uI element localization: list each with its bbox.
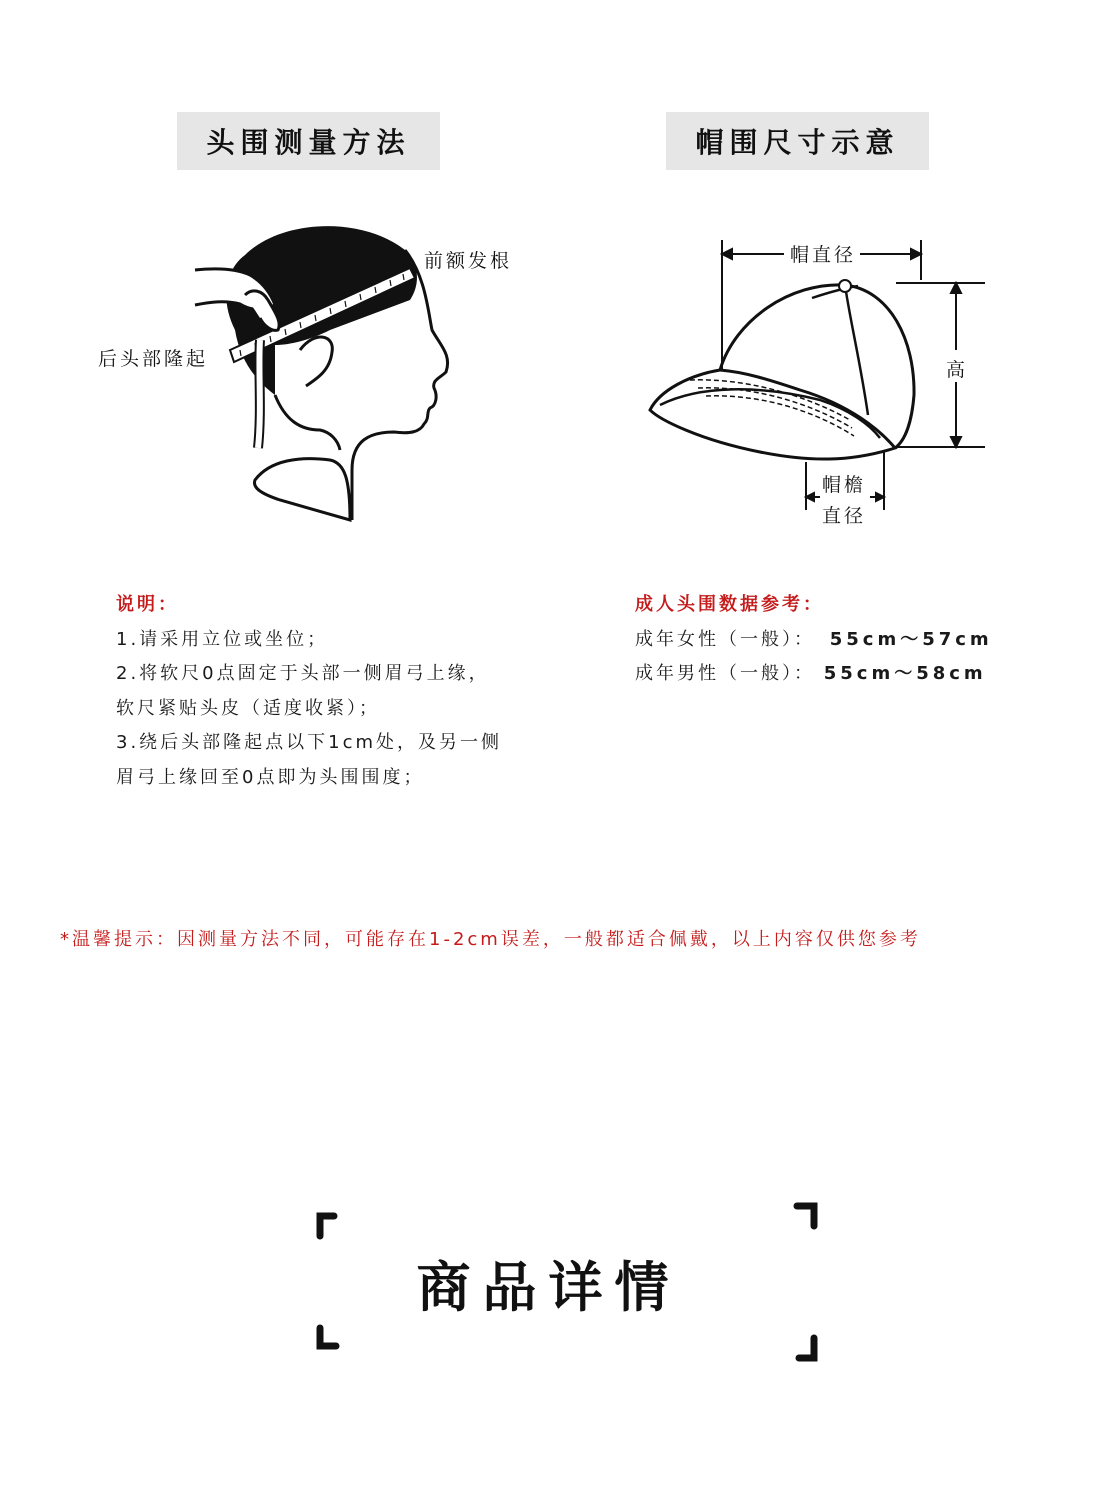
reference-heading: 成人头围数据参考： bbox=[635, 594, 824, 615]
notes-line-5: 眉弓上缘回至0点即为头围围度； bbox=[116, 766, 425, 788]
height-label: 高 bbox=[946, 359, 969, 381]
back-head-label: 后头部隆起 bbox=[98, 348, 209, 370]
reference-female-label: 成年女性（一般）： bbox=[635, 628, 815, 650]
forehead-label: 前额发根 bbox=[424, 250, 513, 272]
warm-tip: *温馨提示：因测量方法不同，可能存在1-2cm误差，一般都适合佩戴，以上内容仅供您参考 bbox=[60, 929, 921, 950]
head-measure-title: 头围测量方法 bbox=[177, 112, 440, 170]
notes-heading: 说明： bbox=[116, 594, 179, 615]
reference-female-value: 55cm～57cm bbox=[829, 628, 993, 650]
notes-line-3: 软尺紧贴头皮（适度收紧）； bbox=[116, 697, 380, 719]
notes-line-4: 3.绕后头部隆起点以下1cm处，及另一侧 bbox=[116, 732, 503, 753]
cap-size-title: 帽围尺寸示意 bbox=[666, 112, 929, 170]
cap-diameter-label: 帽直径 bbox=[786, 240, 860, 267]
notes-line-2: 2.将软尺0点固定于头部一侧眉弓上缘， bbox=[116, 663, 490, 684]
reference-male-value: 55cm～58cm bbox=[823, 663, 987, 684]
brim-label-line2: 直径 bbox=[822, 505, 867, 527]
notes-line-1: 1.请采用立位或坐位； bbox=[116, 628, 329, 650]
reference-male-label: 成年男性（一般）： bbox=[635, 663, 815, 684]
brim-label-line1: 帽檐 bbox=[822, 474, 867, 496]
product-details-title: 商品详情 bbox=[416, 1256, 681, 1319]
